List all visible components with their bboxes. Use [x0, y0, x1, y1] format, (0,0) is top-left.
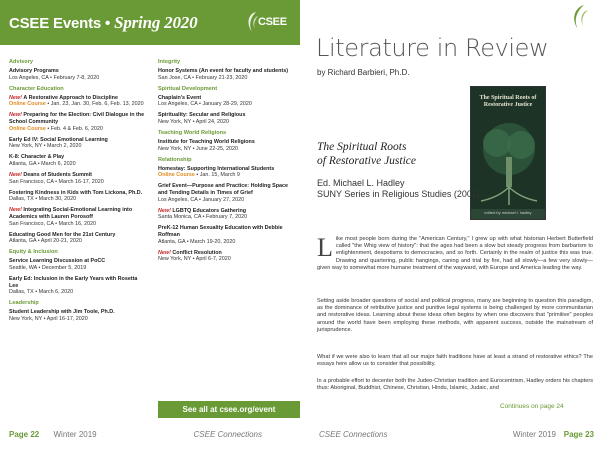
event-date-location: New York, NY • April 6-7, 2020: [158, 256, 231, 263]
event-title: Advisory Programs: [9, 68, 59, 74]
right-footer: [309, 430, 594, 442]
event-item[interactable]: [158, 208, 296, 221]
issue-label: Winter 2019: [512, 430, 556, 439]
events-column-2: [158, 57, 296, 267]
right-page: [300, 0, 600, 450]
cover-editor: edited by michael l. hadley: [484, 210, 532, 215]
event-title: Chaplain's Event: [158, 94, 202, 101]
event-date-location: • Jan. 15, March 9: [196, 172, 240, 179]
continues-on-link[interactable]: Continues on page 24: [500, 403, 564, 410]
event-date-location: San Francisco, CA • March 16, 2020: [9, 220, 96, 227]
events-banner: [0, 0, 300, 45]
event-date-location: Dallas, TX • March 6, 2020: [9, 289, 74, 296]
event-title: Student Leadership with Jim Toole, Ph.D.: [9, 309, 115, 316]
cover-title: The Spiritual Roots of Restorative Justice: [479, 95, 537, 108]
event-item[interactable]: [9, 172, 147, 185]
events-title: CSEE Events: [9, 15, 102, 32]
event-title: K-8: Character & Play: [9, 154, 65, 161]
online-course-label: Online Course: [9, 101, 46, 108]
book-title-line-2: of Restorative Justice: [317, 155, 416, 167]
event-date-location: Los Angeles, CA • January 28-29, 2020: [158, 101, 252, 108]
events-banner-title: [9, 13, 197, 33]
event-item[interactable]: [9, 258, 147, 271]
event-title: Integrating Social-Emotional Learning into Academics with Lauren Porosoff: [9, 207, 133, 220]
article-paragraph-1: [317, 233, 593, 272]
event-item[interactable]: [9, 276, 147, 296]
event-item[interactable]: [158, 139, 296, 152]
event-item[interactable]: [158, 250, 296, 263]
event-date-location: New York, NY • April 24, 2020: [158, 118, 230, 125]
event-title: Early Ed IV: Social Emotional Learning: [9, 136, 108, 143]
event-item[interactable]: [9, 112, 147, 132]
magazine-name: CSEE Connections: [193, 430, 262, 439]
event-title: Spirituality: Secular and Religious: [158, 112, 246, 119]
event-item[interactable]: [158, 166, 296, 179]
event-title: Grief Event—Purpose and Practice: Holding Space and Tending Details in Times of Grief: [158, 183, 289, 197]
event-category: Spiritual Development: [158, 85, 218, 92]
event-date-location: San Jose, CA • February 21-23, 2020: [158, 74, 248, 81]
events-column-1: [9, 57, 147, 327]
event-date-location: Los Angeles, CA • February 7-8, 2020: [9, 74, 100, 81]
title-separator: •: [105, 15, 111, 32]
new-badge: New!: [9, 94, 22, 101]
book-editor: Ed. Michael L. Hadley: [317, 178, 405, 188]
event-date-location: • Jan. 23, Jan. 30, Feb. 6, Feb. 13, 2020: [47, 101, 144, 108]
online-course-label: Online Course: [158, 172, 195, 179]
event-date-location: New York, NY • April 16-17, 2020: [9, 315, 88, 322]
event-item[interactable]: [158, 68, 296, 81]
event-title: Preparing for the Election: Civil Dialogue in the School Community: [9, 112, 145, 125]
book-series: SUNY Series in Religious Studies (2001): [317, 189, 480, 199]
event-title: Service Learning Discussion at PoCC: [9, 258, 106, 265]
event-item[interactable]: [9, 154, 147, 167]
article-paragraph-2: Setting aside broader questions of social and political progress, many are beginning to question this paradigm, as the dominance of retributive justice and punitive legal systems is being challenged by more communitarian and restorative ideas. Learning about these ideas often begins by when one discovers that "primitive" peoples around the world have been employing these methods, with apparent success, outside the mainstream of jurisprudence.: [317, 298, 593, 333]
event-item[interactable]: [9, 232, 147, 245]
article-paragraph-4: In a probable effort to decenter both the Judeo-Christian tradition and Eurocentrism, Hadley orders his chapters thus: Aboriginal, Buddhist, Chinese, Christian, Hindu, Islamic, Judaic, and: [317, 378, 593, 392]
event-category: Equity & Inclusion: [9, 249, 58, 256]
see-all-url[interactable]: csee.org/event: [219, 405, 276, 414]
csee-logo: [244, 10, 294, 36]
book-details: [317, 178, 480, 200]
event-item[interactable]: [9, 95, 147, 108]
event-item[interactable]: [9, 190, 147, 203]
book-cover-image: [470, 86, 546, 220]
event-date-location: Los Angeles, CA • January 27, 2020: [158, 196, 245, 203]
csee-leaf-icon: [566, 2, 596, 37]
left-footer: [9, 430, 294, 442]
paragraph-1-text: ike most people born during the "American Century," I grew up with what historian Herbert Butterfield called "the Whig view of history": that the ages had been a slow but steady progress from barbarism to enlightenment, despotisms to democracies, and so forth. Certainly in the realm of justice this was true. Drawing and quartering, public hangings, caning and trial by fire, had all slowly—a few very slowly—given way to somewhat more humane treatment of the wayward, with Europe and America leading the way.: [317, 236, 593, 271]
drop-cap: L: [317, 233, 333, 262]
event-date-location: Dallas, TX • March 30, 2020: [9, 196, 77, 203]
book-title-line-1: The Spiritual Roots: [317, 141, 407, 153]
online-course-label: Online Course: [9, 125, 46, 132]
event-date-location: New York, NY • June 22-25, 2020: [158, 145, 239, 152]
event-category: Teaching World Religions: [158, 130, 227, 137]
event-date-location: New York, NY • March 2, 2020: [9, 143, 82, 150]
see-all-prefix: See all at: [182, 405, 220, 414]
new-badge: New!: [9, 207, 22, 214]
magazine-name: CSEE Connections: [319, 430, 388, 439]
section-title: Literature in Review: [316, 34, 549, 62]
event-category: Advisory: [9, 59, 33, 65]
season-label: Spring 2020: [114, 13, 198, 32]
page-number: Page 22: [9, 430, 40, 439]
new-badge: New!: [158, 249, 171, 256]
event-date-location: San Francisco, CA • March 16-17, 2020: [9, 178, 104, 185]
page-number: Page 23: [563, 430, 594, 439]
event-date-location: Atlanta, GA • March 19-20, 2020: [158, 238, 236, 245]
csee-logo-text: CSEE: [258, 16, 287, 28]
event-item[interactable]: [158, 112, 296, 125]
event-category: Relationship: [158, 156, 192, 163]
event-category: Leadership: [9, 300, 39, 307]
event-category: Integrity: [158, 59, 181, 65]
book-title: [317, 140, 416, 168]
new-badge: New!: [9, 172, 22, 179]
event-date-location: Atlanta, GA • March 6, 2020: [9, 160, 76, 167]
event-date-location: • Feb. 4 & Feb. 6, 2020: [47, 125, 103, 132]
see-all-events-link[interactable]: [158, 401, 300, 418]
event-date-location: Atlanta, GA • April 20-21, 2020: [9, 238, 82, 245]
event-title: Educating Good Men for the 21st Century: [9, 231, 116, 238]
article-paragraph-3: What if we were also to learn that all our major faith traditions have at least a strand of restorative ethics? The essays here allow us to consider that possibility.: [317, 354, 593, 368]
event-item[interactable]: [9, 207, 147, 227]
event-item[interactable]: [158, 95, 296, 108]
event-title: Early Ed: Inclusion in the Early Years with Rosetta Lee: [9, 276, 138, 289]
event-item[interactable]: [158, 183, 296, 203]
article-author: by Richard Barbieri, Ph.D.: [317, 68, 410, 77]
event-title: Homestay: Supporting International Students: [158, 165, 275, 172]
event-date-location: Seattle, WA • December 5, 2019: [9, 264, 87, 271]
event-title: Fostering Kindness in Kids with Tom Lickona, Ph.D.: [9, 189, 143, 196]
event-title: LGBTQ Educators Gathering: [172, 207, 247, 214]
event-title: Conflict Resolution: [172, 249, 222, 256]
event-item[interactable]: [9, 309, 147, 322]
event-title: Honor Systems (An event for faculty and students): [158, 68, 288, 74]
new-badge: New!: [9, 112, 22, 119]
event-item[interactable]: [9, 137, 147, 150]
event-title: A Restorative Approach to Discipline: [23, 94, 118, 101]
event-title: PreK-12 Human Sexuality Education with Debbie Roffman: [158, 225, 283, 238]
event-item[interactable]: [158, 225, 296, 245]
event-title: Institute for Teaching World Religions: [158, 139, 255, 146]
event-title: Deans of Students Summit: [23, 172, 92, 179]
new-badge: New!: [158, 207, 171, 214]
event-item[interactable]: [9, 68, 147, 81]
event-date-location: Santa Monica, CA • February 7, 2020: [158, 214, 248, 221]
issue-label: Winter 2019: [53, 430, 97, 439]
event-category: Character Education: [9, 85, 64, 92]
